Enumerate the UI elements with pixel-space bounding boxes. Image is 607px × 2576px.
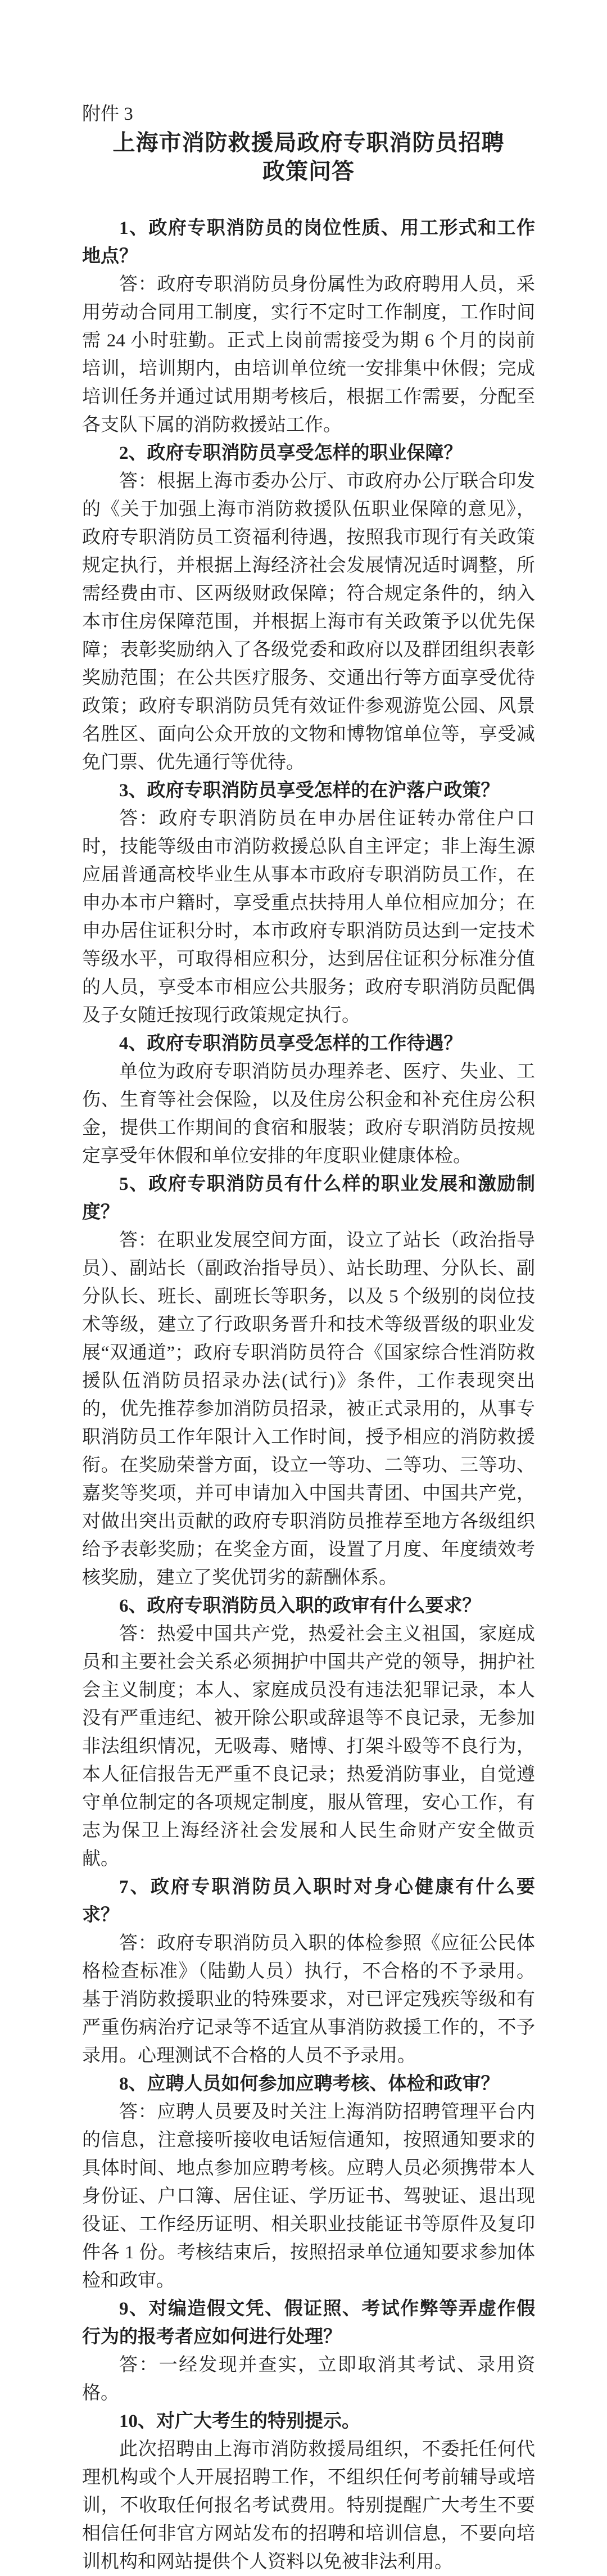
answer-9: 答：一经发现并查实，立即取消其考试、录用资格。 (82, 2355, 535, 2403)
answer-8: 答：应聘人员要及时关注上海消防招聘管理平台内的信息，注意接听接收电话短信通知，按照通知要求的具体时间、地点参加应聘考核。应聘人员必须携带本人身份证、户口簿、居住证、学历证书、驾驶证、退出现役证、工作经历证明、相关职业技能证书等原件及复印件各 1 份。考核结束后，按照招录单位通知要求参加体检和政审。 (82, 2102, 535, 2291)
question-8: 8、应聘人员如何参加应聘考核、体检和政审？ (119, 2074, 500, 2094)
title-line-1: 上海市消防救援局政府专职消防员招聘 (112, 130, 505, 155)
answer-2: 答：根据上海市委办公厅、市政府办公厅联合印发的《关于加强上海市消防救援队伍职业保障的意见》，政府专职消防员工资福利待遇，按照我市现行有关政策规定执行，并根据上海经济社会发展情况适时调整，所需经费由市、区两级财政保障；符合规定条件的，纳入本市住房保障范围，并根据上海市有关政策予以优先保障；表彰奖励纳入了各级党委和政府以及群团组织表彰奖励范围；在公共医疗服务、交通出行等方面享受优待政策；政府专职消防员凭有效证件参观游览公园、风景名胜区、面向公众开放的文物和博物馆单位等，享受减免门票、优先通行等优待。 (82, 471, 535, 773)
qa-list (82, 214, 535, 2576)
question-10: 10、对广大考生的特别提示。 (119, 2411, 360, 2431)
document-title (82, 128, 535, 186)
answer-3: 答：政府专职消防员在申办居住证转办常住户口时，技能等级由市消防救援总队自主评定；非上海生源应届普通高校毕业生从事本市政府专职消防员工作，在申办本市户籍时，享受重点扶持用人单位相应加分；在申办居住证积分时，本市政府专职消防员达到一定技术等级水平，可取得相应积分，达到居住证积分标准分值的人员，享受本市相应公共服务；政府专职消防员配偶及子女随迁按现行政策规定执行。 (82, 809, 535, 1026)
title-line-2: 政策问答 (262, 159, 355, 184)
question-3: 3、政府专职消防员享受怎样的在沪落户政策？ (119, 781, 500, 801)
answer-7: 答：政府专职消防员入职的体检参照《应征公民体格检查标准》（陆勤人员）执行，不合格的不予录用。基于消防救援职业的特殊要求，对已评定残疾等级和有严重伤病治疗记录等不适宜从事消防救援工作的，不予录用。心理测试不合格的人员不予录用。 (82, 1933, 535, 2066)
question-4: 4、政府专职消防员享受怎样的工作待遇？ (119, 1034, 463, 1054)
question-1: 1、政府专职消防员的岗位性质、用工形式和工作地点？ (82, 218, 535, 267)
answer-1: 答：政府专职消防员身份属性为政府聘用人员，采用劳动合同用工制度，实行不定时工作制度，工作时间需 24 小时驻勤。正式上岗前需接受为期 6 个月的岗前培训，培训期内，由培训单位统一安排集中休假；完成培训任务并通过试用期考核后，根据工作需要，分配至各支队下属的消防救援站工作。 (82, 274, 536, 435)
answer-6: 答：热爱中国共产党，热爱社会主义祖国，家庭成员和主要社会关系必须拥护中国共产党的领导，拥护社会主义制度；本人、家庭成员没有违法犯罪记录，本人没有严重违纪、被开除公职或辞退等不良记录，无参加非法组织情况，无吸毒、赌博、打架斗殴等不良行为，本人征信报告无严重不良记录；热爱消防事业，自觉遵守单位制定的各项规定制度，服从管理，安心工作，有志为保卫上海经济社会发展和人民生命财产安全做贡献。 (82, 1624, 535, 1869)
document-page (82, 100, 535, 2576)
answer-10: 此次招聘由上海市消防救援局组织，不委托任何代理机构或个人开展招聘工作，不组织任何考前辅导或培训，不收取任何报名考试费用。特别提醒广大考生不要相信任何非官方网站发布的招聘和培训信息，不要向培训机构和网站提供个人资料以免被非法利用。 (82, 2439, 535, 2572)
question-9: 9、对编造假文凭、假证照、考试作弊等弄虚作假行为的报考者应如何进行处理？ (82, 2299, 535, 2347)
answer-5: 答：在职业发展空间方面，设立了站长（政治指导员）、副站长（副政治指导员）、站长助理、分队长、副分队长、班长、副班长等职务，以及 5 个级别的岗位技术等级，建立了行政职务晋升和技术等级晋级的职业发展“双通道”；政府专职消防员符合《国家综合性消防救援队伍消防员招录办法(试行)》条件，工作表现突出的，优先推荐参加消防员招录，被正式录用的，从事专职消防员工作年限计入工作时间，授予相应的消防救援衔。在奖励荣誉方面，设立一等功、二等功、三等功、嘉奖等奖项，并可申请加入中国共青团、中国共产党，对做出突出贡献的政府专职消防员推荐至地方各级组织给予表彰奖励；在奖金方面，设置了月度、年度绩效考核奖励，建立了奖优罚劣的薪酬体系。 (82, 1230, 535, 1588)
attachment-label: 附件 3 (82, 104, 133, 124)
question-7: 7、政府专职消防员入职时对身心健康有什么要求？ (82, 1877, 535, 1925)
question-6: 6、政府专职消防员入职的政审有什么要求？ (119, 1596, 481, 1616)
question-2: 2、政府专职消防员享受怎样的职业保障？ (119, 443, 463, 463)
answer-4: 单位为政府专职消防员办理养老、医疗、失业、工伤、生育等社会保险，以及住房公积金和补充住房公积金，提供工作期间的食宿和服装；政府专职消防员按规定享受年休假和单位安排的年度职业健康体检。 (82, 1062, 535, 1166)
question-5: 5、政府专职消防员有什么样的职业发展和激励制度？ (82, 1174, 535, 1222)
